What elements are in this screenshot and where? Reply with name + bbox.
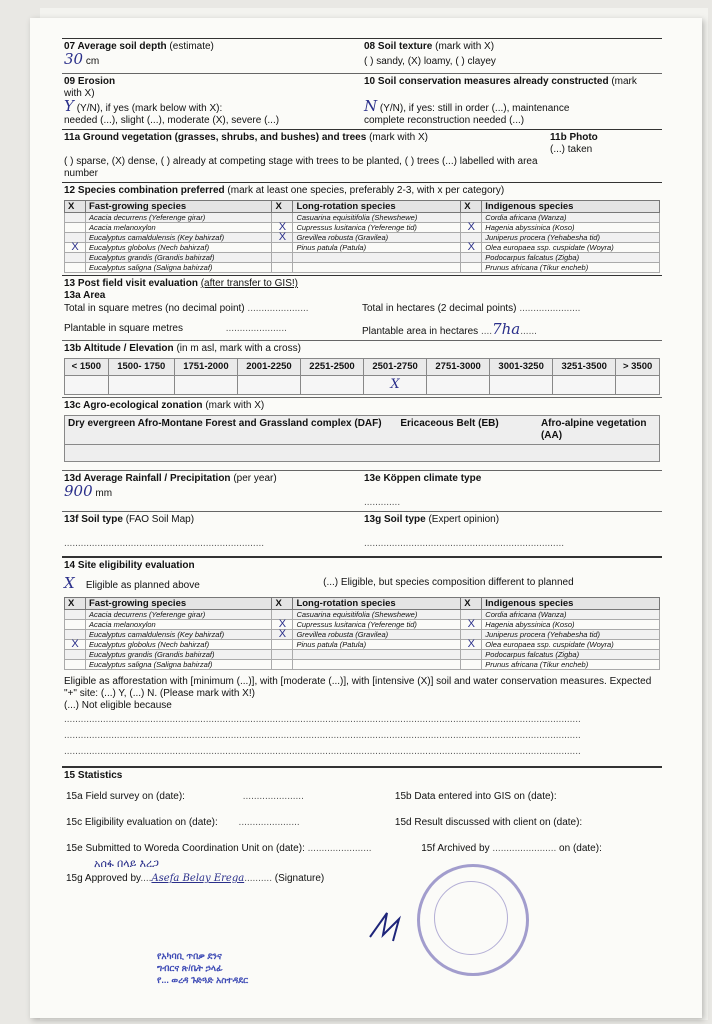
species-cell-ix[interactable]: X [461, 223, 482, 233]
species-cell-indig: Juniperus procera (Yehabesha tid) [482, 630, 660, 640]
species-cell-fx[interactable] [65, 610, 86, 620]
altitude-band: > 3500 [616, 359, 660, 376]
species-cell-indig: Cordia africana (Wanza) [482, 610, 660, 620]
species-cell-ix[interactable] [461, 253, 482, 263]
species-cell-indig: Olea europaea ssp. cuspidate (Woyra) [482, 640, 660, 650]
s11a-note: (mark with X) [369, 132, 428, 143]
altitude-mark-cell[interactable]: X [364, 376, 427, 395]
species-cell-fast: Acacia melanoxylon [86, 223, 272, 233]
species-cell-indig: Podocarpus falcatus (Zigba) [482, 253, 660, 263]
col-indig-14: Indigenous species [482, 598, 660, 610]
altitude-band: 1500- 1750 [108, 359, 174, 376]
erosion-line2: needed (...), slight (...), moderate (X), severe (...) [64, 115, 280, 126]
species-cell-ix[interactable] [461, 263, 482, 273]
altitude-band: < 1500 [65, 359, 109, 376]
altitude-band: 2751-3000 [427, 359, 490, 376]
species-row [65, 610, 660, 620]
altitude-table [64, 358, 660, 395]
species-cell-fx[interactable] [65, 223, 86, 233]
species-row [65, 660, 660, 670]
row-07-08 [62, 38, 662, 73]
zone-aa: Afro-alpine vegetation (AA) [540, 418, 647, 441]
s13-title: 13 Post field visit evaluation [64, 278, 198, 289]
species-cell-indig: Prunus africana (Tikur encheb) [482, 263, 660, 273]
col-x-long: X [272, 201, 293, 213]
species-cell-long: Cupressus lusitanica (Yeferenge tid) [293, 223, 461, 233]
round-stamp [417, 864, 529, 976]
species-cell-fx[interactable]: X [65, 640, 86, 650]
altitude-mark-cell[interactable] [490, 376, 553, 395]
not-eligible-lines: .......................................................................................................................................................................................... .......................................................................................................................................................................................... .......................................................................................................................................................................................... [64, 714, 581, 757]
erosion-line1: (Y/N), if yes (mark below with X): [76, 103, 223, 114]
s13f-note: (FAO Soil Map) [125, 514, 195, 525]
species-cell-ix[interactable] [461, 660, 482, 670]
species-cell-long [293, 263, 461, 273]
species-cell-lx[interactable] [272, 660, 293, 670]
row-13f-13g [62, 511, 662, 552]
soil-depth-value: 30 [64, 50, 84, 68]
species-cell-long [293, 660, 461, 670]
s13b-note: (in m asl, mark with a cross) [176, 343, 301, 354]
species-cell-fast: Eucalyptus camaldulensis (Key bahirzaf) [86, 233, 272, 243]
s13f-title: 13f Soil type [64, 514, 123, 525]
section-09 [62, 74, 362, 129]
s15c-label: 15c Eligibility evaluation on (date): [66, 817, 218, 828]
area-row-2: Plantable in square metres ...................... Plantable area in hectares ....7ha...... [64, 320, 537, 338]
amharic-name: አሰፋ በላይ እረጋ [94, 858, 159, 870]
section-10 [362, 74, 662, 129]
section-13c [62, 397, 662, 464]
section-07 [62, 39, 362, 73]
s13c-title: 13c Agro-ecological zonation [64, 400, 203, 411]
zone-daf: Dry evergreen Afro-Montane Forest and Grassland complex (DAF) [68, 418, 382, 429]
species-row [65, 233, 660, 243]
species-cell-fast: Acacia decurrens (Yeferenge girar) [86, 213, 272, 223]
species-row [65, 650, 660, 660]
species-cell-fast: Acacia decurrens (Yeferenge girar) [86, 610, 272, 620]
s11a-title: 11a Ground vegetation (grasses, shrubs, and bushes) and trees [64, 132, 367, 143]
species-cell-ix[interactable]: X [461, 620, 482, 630]
species-cell-fast: Acacia melanoxylon [86, 620, 272, 630]
afforestation-text: Eligible as afforestation with [minimum (...)], with [moderate (...)], with [intensive (X)] soil and water conservation measures. Expected "+" site: (...) Y, (...) N. (Please mark with X!) [64, 676, 652, 699]
section-13 [62, 275, 662, 340]
s07-title: 07 Average soil depth [64, 41, 167, 52]
s11b-title: 11b Photo [550, 132, 598, 143]
species-cell-fast: Eucalyptus globolus (Nech bahirzaf) [86, 243, 272, 253]
altitude-band: 2001-2250 [237, 359, 300, 376]
s09-note: with X) [64, 88, 95, 99]
species-cell-lx[interactable] [272, 640, 293, 650]
species-cell-fast: Eucalyptus grandis (Grandis bahirzaf) [86, 253, 272, 263]
species-cell-fast: Eucalyptus saligna (Saligna bahirzaf) [86, 263, 272, 273]
col-x-fast: X [65, 201, 86, 213]
plant-ha-label: Plantable area in hectares [362, 326, 479, 337]
species-row [65, 630, 660, 640]
zonation-box [64, 415, 660, 445]
species-table-12 [64, 200, 660, 273]
s08-title: 08 Soil texture [364, 41, 433, 52]
species-cell-long: Grevillea robusta (Gravilea) [293, 630, 461, 640]
stamp-line-1: የአካባቢ ጥበቃ ደንና [157, 951, 222, 961]
species-row [65, 640, 660, 650]
species-row [65, 223, 660, 233]
stamp-line-2: ግብርና ጽ/ቤት ኃላፊ [157, 963, 223, 973]
species-cell-indig: Juniperus procera (Yehabesha tid) [482, 233, 660, 243]
eligible-but-label: (...) Eligible, but species composition different to planned [323, 577, 574, 588]
species-cell-lx[interactable]: X [272, 223, 293, 233]
species-cell-indig: Podocarpus falcatus (Zigba) [482, 650, 660, 660]
species-cell-fx[interactable] [65, 263, 86, 273]
s12-title: 12 Species combination preferred [64, 185, 225, 196]
species-cell-lx[interactable]: X [272, 620, 293, 630]
species-row [65, 263, 660, 273]
total-ha-label: Total in hectares (2 decimal points) [362, 303, 517, 314]
erosion-yn-value: Y [64, 97, 74, 115]
species-cell-indig: Olea europaea ssp. cuspidate (Woyra) [482, 243, 660, 253]
section-11a [64, 132, 550, 180]
section-15 [62, 766, 662, 890]
species-cell-long [293, 253, 461, 263]
s13c-note: (mark with X) [205, 400, 265, 411]
col-x-indig-14: X [461, 598, 482, 610]
stamp-line-3: የ... ወረዳ ጉድጓድ አስተዳደር [157, 975, 249, 985]
species-row [65, 243, 660, 253]
conservation-line2: complete reconstruction needed (...) [364, 115, 525, 126]
eligibility-row [64, 574, 660, 592]
altitude-mark-cell[interactable] [174, 376, 237, 395]
section-12 [62, 182, 662, 275]
col-fast-14: Fast-growing species [86, 598, 272, 610]
rainfall-value: 900 [64, 482, 93, 500]
stats-row-ef: 15e Submitted to Woreda Coordination Unit on (date): ....................... 15f Archived by ....................... on (date): [66, 843, 602, 854]
plant-ha-value: 7ha [492, 320, 521, 338]
s12-note: (mark at least one species, preferably 2-3, with x per category) [227, 185, 505, 196]
species-cell-lx[interactable] [272, 650, 293, 660]
species-cell-fast: Eucalyptus grandis (Grandis bahirzaf) [86, 650, 272, 660]
s13e-title: 13e Köppen climate type [364, 473, 482, 484]
s08-note: (mark with X) [435, 41, 495, 52]
species-cell-ix[interactable]: X [461, 243, 482, 253]
zone-eb: Ericaceous Belt (EB) [400, 418, 499, 429]
s15a-label: 15a Field survey on (date): [66, 791, 185, 802]
section-13d [62, 471, 362, 511]
row-09-10 [62, 73, 662, 129]
signature-label: (Signature) [274, 873, 325, 884]
col-x-fast-14: X [65, 598, 86, 610]
altitude-mark-cell[interactable] [65, 376, 109, 395]
photo-taken: (...) taken [550, 144, 593, 155]
species-row [65, 213, 660, 223]
species-cell-fx[interactable] [65, 620, 86, 630]
zonation-mark-row [64, 445, 660, 462]
species-cell-lx[interactable]: X [272, 630, 293, 640]
conservation-line1: (Y/N), if yes: still in order (...), maintenance [379, 103, 570, 114]
altitude-band: 2501-2750 [364, 359, 427, 376]
species-cell-long: Cupressus lusitanica (Yeferenge tid) [293, 620, 461, 630]
soil-texture-options: ( ) sandy, (X) loamy, ( ) clayey [364, 56, 496, 67]
altitude-band: 3251-3500 [553, 359, 616, 376]
s15d-label: 15d Result discussed with client on (date): [394, 817, 583, 828]
section-11 [62, 129, 662, 182]
altitude-mark-cell[interactable] [108, 376, 174, 395]
species-cell-fx[interactable] [65, 650, 86, 660]
altitude-band: 1751-2000 [174, 359, 237, 376]
species-cell-fx[interactable] [65, 660, 86, 670]
section-11b [550, 132, 660, 180]
s15b-label: 15b Data entered into GIS on (date): [394, 791, 557, 802]
eligible-label: Eligible as planned above [85, 580, 200, 591]
s07-note: (estimate) [169, 41, 214, 52]
species-cell-ix[interactable]: X [461, 640, 482, 650]
section-13b [62, 340, 662, 397]
rainfall-unit: mm [95, 488, 113, 499]
s15e-label: 15e Submitted to Woreda Coordination Unit on (date): [66, 843, 305, 854]
eligible-mark: X [64, 574, 75, 592]
species-cell-long: Pinus patula (Patula) [293, 640, 461, 650]
s14-title: 14 Site eligibility evaluation [64, 560, 195, 571]
section-08 [362, 39, 662, 73]
altitude-band: 2251-2500 [300, 359, 363, 376]
s13g-note: (Expert opinion) [428, 514, 500, 525]
area-row-1: Total in square metres (no decimal point) ...................... Total in hectares (2 decimal points) ...................... [64, 303, 581, 314]
s10-title: 10 Soil conservation measures already constructed [364, 76, 609, 87]
form-sheet [62, 38, 662, 890]
s10-note: (mark [611, 76, 637, 87]
col-long-14: Long-rotation species [293, 598, 461, 610]
species-cell-indig: Hagenia abyssinica (Koso) [482, 223, 660, 233]
plant-sqm-label: Plantable in square metres [64, 323, 183, 334]
section-13f: 13f Soil type (FAO Soil Map) ........................................................................ [64, 514, 265, 549]
altitude-mark-cell[interactable] [553, 376, 616, 395]
stats-row-ab: 15a Field survey on (date): ...................... 15b Data entered into GIS on (date): [66, 791, 557, 802]
section-14 [62, 556, 662, 762]
species-cell-long [293, 650, 461, 660]
species-cell-fx[interactable] [65, 253, 86, 263]
col-indig: Indigenous species [482, 201, 660, 213]
col-x-long-14: X [272, 598, 293, 610]
approved-by-value: Asefa Belay Erega [151, 873, 245, 884]
s15f-label: 15f Archived by [421, 843, 490, 854]
total-sqm-label: Total in square metres (no decimal point) [64, 303, 245, 314]
s09-title: 09 Erosion [64, 76, 116, 87]
species-cell-long: Casuarina equisitifolia (Shewshewe) [293, 213, 461, 223]
species-cell-long: Pinus patula (Patula) [293, 243, 461, 253]
section-13e: 13e Köppen climate type ............. [364, 473, 482, 508]
s13-note: (after transfer to GIS!) [200, 278, 298, 289]
species-cell-long: Casuarina equisitifolia (Shewshewe) [293, 610, 461, 620]
species-cell-lx[interactable] [272, 253, 293, 263]
col-long: Long-rotation species [293, 201, 461, 213]
s15g-label: 15g Approved by [66, 873, 141, 884]
species-row [65, 253, 660, 263]
species-cell-fast: Eucalyptus camaldulensis (Key bahirzaf) [86, 630, 272, 640]
species-cell-fx[interactable]: X [65, 243, 86, 253]
species-cell-long: Grevillea robusta (Gravilea) [293, 233, 461, 243]
species-cell-indig: Prunus africana (Tikur encheb) [482, 660, 660, 670]
s15f-on-label: on (date): [559, 843, 602, 854]
vegetation-options: ( ) sparse, (X) dense, ( ) already at competing stage with trees to be planted, ( ) trees (...) labelled with area number [64, 156, 538, 179]
s13d-title: 13d Average Rainfall / Precipitation [64, 473, 231, 484]
s13g-title: 13g Soil type [364, 514, 426, 525]
species-cell-fast: Eucalyptus saligna (Saligna bahirzaf) [86, 660, 272, 670]
section-13g: 13g Soil type (Expert opinion) ........................................................................ [364, 514, 565, 549]
s13b-title: 13b Altitude / Elevation [64, 343, 174, 354]
species-cell-fx[interactable] [65, 213, 86, 223]
species-row [65, 620, 660, 630]
s13d-note: (per year) [233, 473, 277, 484]
row-13d-13e [62, 470, 662, 511]
species-cell-lx[interactable]: X [272, 233, 293, 243]
soil-depth-unit: cm [85, 56, 100, 67]
stats-row-cd: 15c Eligibility evaluation on (date): ...................... 15d Result discussed with client on (date): [66, 817, 583, 828]
s15-title: 15 Statistics [64, 770, 123, 781]
species-table-14 [64, 597, 660, 670]
altitude-mark-cell[interactable] [427, 376, 490, 395]
col-fast: Fast-growing species [86, 201, 272, 213]
col-x-indig: X [461, 201, 482, 213]
signature-mark [365, 905, 405, 945]
altitude-mark-cell[interactable] [616, 376, 660, 395]
official-stamp [157, 950, 307, 986]
species-cell-indig: Hagenia abyssinica (Koso) [482, 620, 660, 630]
not-eligible-text: (...) Not eligible because [64, 700, 172, 711]
species-cell-lx[interactable] [272, 243, 293, 253]
stats-row-g: 15g Approved by....Asefa Belay Erega.......... (Signature) [66, 873, 325, 884]
altitude-mark-cell[interactable] [237, 376, 300, 395]
s13a-title: 13a Area [64, 290, 106, 301]
conservation-yn-value: N [364, 97, 378, 115]
species-cell-indig: Cordia africana (Wanza) [482, 213, 660, 223]
species-cell-ix[interactable] [461, 650, 482, 660]
species-cell-lx[interactable] [272, 263, 293, 273]
species-cell-fast: Eucalyptus globolus (Nech bahirzaf) [86, 640, 272, 650]
altitude-band: 3001-3250 [490, 359, 553, 376]
altitude-mark-cell[interactable] [300, 376, 363, 395]
